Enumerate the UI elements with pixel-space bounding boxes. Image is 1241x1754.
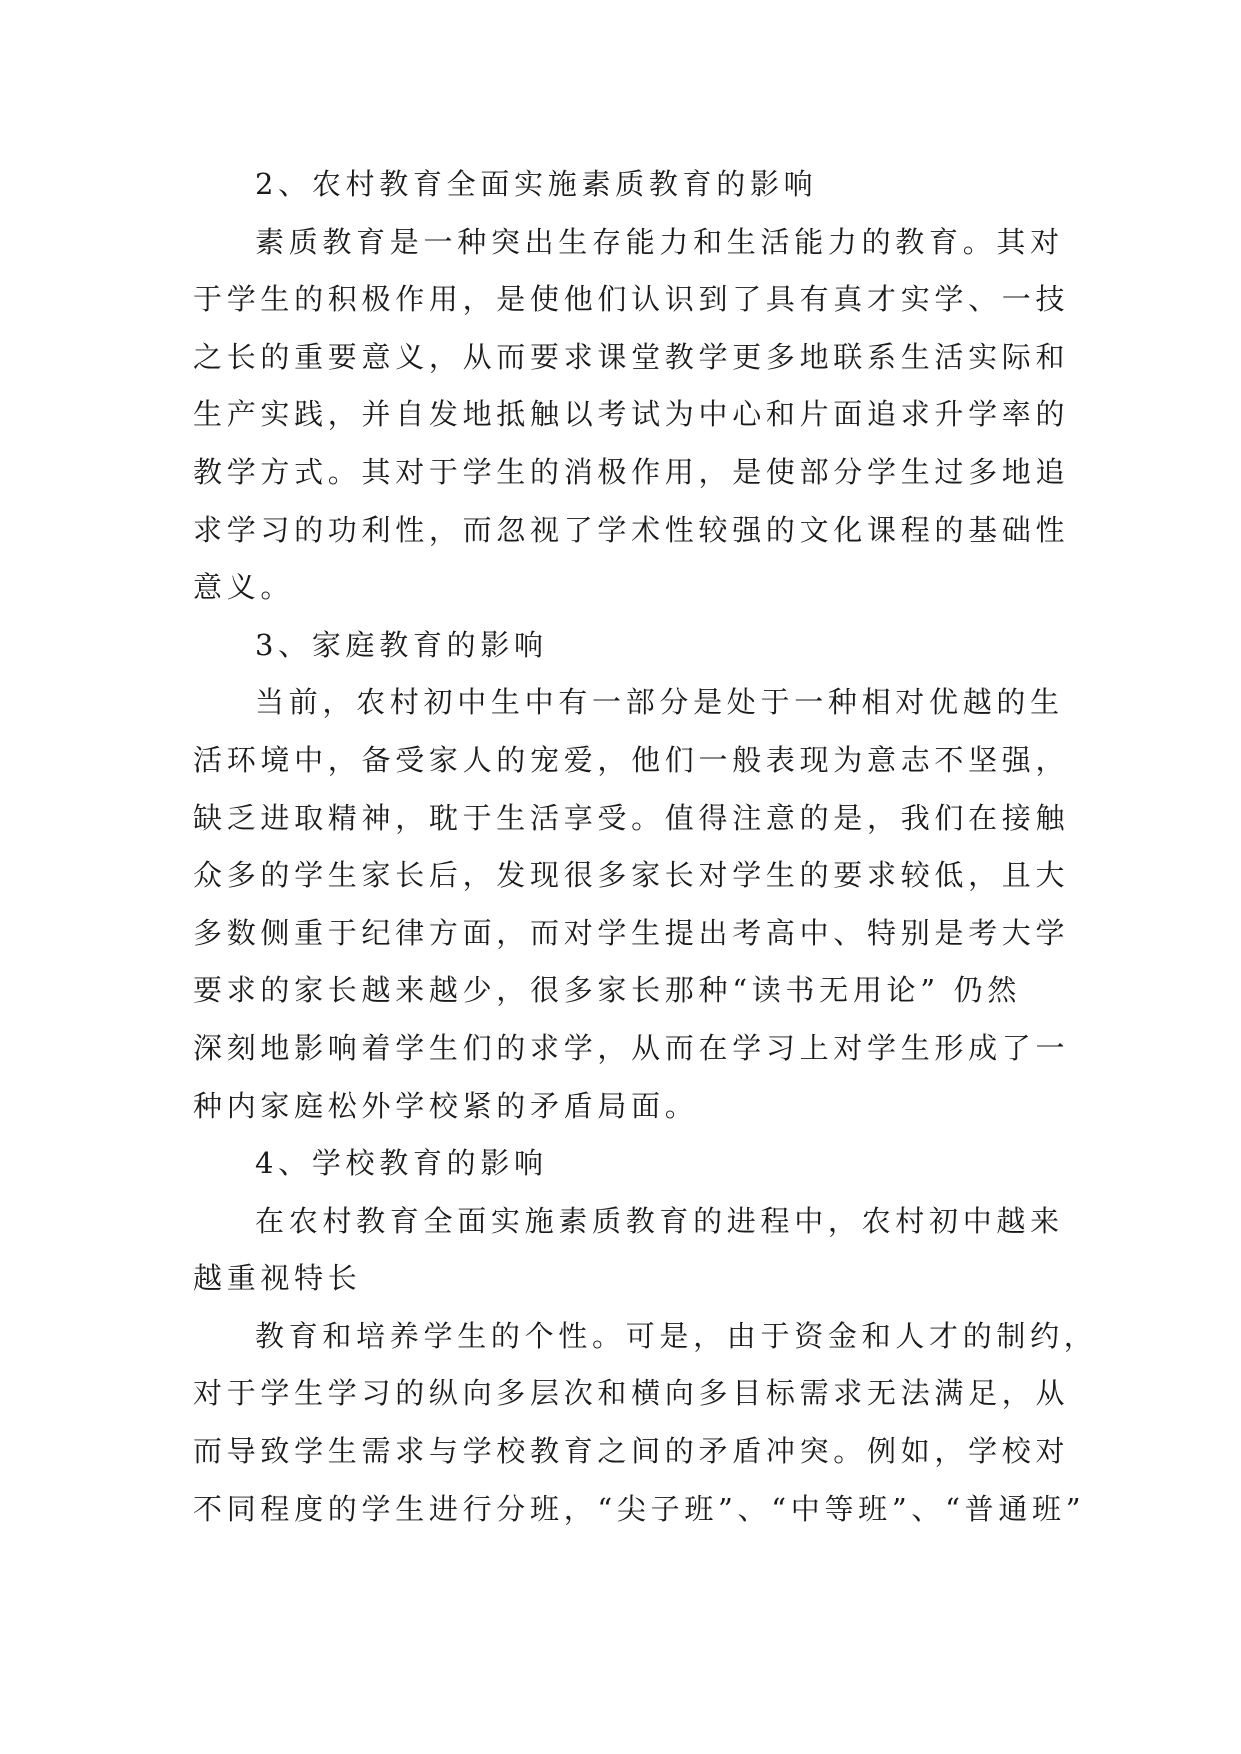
text-line: 教学方式。其对于学生的消极作用，是使部分学生过多地追	[193, 454, 1070, 489]
paragraph-first-line: 4、学校教育的影响	[255, 1146, 548, 1181]
text-line: 越重视特长	[193, 1261, 362, 1296]
text-line: 众多的学生家长后，发现很多家长对学生的要求较低，且大	[193, 858, 1070, 893]
paragraph-first-line: 当前，农村初中生中有一部分是处于一种相对优越的生	[255, 685, 1064, 720]
paragraph-first-line: 教育和培养学生的个性。可是，由于资金和人才的制约，	[255, 1318, 1098, 1353]
paragraph-first-line: 2、农村教育全面实施素质教育的影响	[255, 167, 818, 201]
body-text	[193, 156, 1098, 1538]
text-line: 要求的家长越来越少，很多家长那种“读书无用论” 仍然	[193, 973, 1022, 1008]
text-line: 活环境中，备受家人的宠爱，他们一般表现为意志不坚强，	[193, 742, 1070, 777]
text-line: 之长的重要意义，从而要求课堂教学更多地联系生活实际和	[193, 339, 1070, 374]
text-line: 缺乏进取精神，耽于生活享受。值得注意的是，我们在接触	[193, 800, 1070, 835]
text-line: 种内家庭松外学校紧的矛盾局面。	[193, 1088, 699, 1123]
text-line: 求学习的功利性，而忽视了学术性较强的文化课程的基础性	[193, 512, 1070, 547]
paragraph-first-line: 在农村教育全面实施素质教育的进程中，农村初中越来	[255, 1203, 1064, 1238]
text-line: 生产实践，并自发地抵触以考试为中心和片面追求升学率的	[193, 397, 1070, 432]
text-line: 多数侧重于纪律方面，而对学生提出考高中、特别是考大学	[193, 915, 1070, 950]
paragraph-first-line: 3、家庭教育的影响	[255, 627, 548, 662]
text-line: 深刻地影响着学生们的求学，从而在学习上对学生形成了一	[193, 1030, 1070, 1065]
text-line: 而导致学生需求与学校教育之间的矛盾冲突。例如，学校对	[193, 1434, 1070, 1469]
paragraph-first-line: 素质教育是一种突出生存能力和生活能力的教育。其对	[255, 224, 1064, 259]
text-line: 不同程度的学生进行分班，“尖子班”、“中等班”、“普通班”	[193, 1491, 1086, 1526]
text-line: 于学生的积极作用，是使他们认识到了具有真才实学、一技	[193, 282, 1070, 317]
text-line: 对于学生学习的纵向多层次和横向多目标需求无法满足，从	[193, 1376, 1070, 1411]
text-line: 意义。	[193, 570, 295, 605]
